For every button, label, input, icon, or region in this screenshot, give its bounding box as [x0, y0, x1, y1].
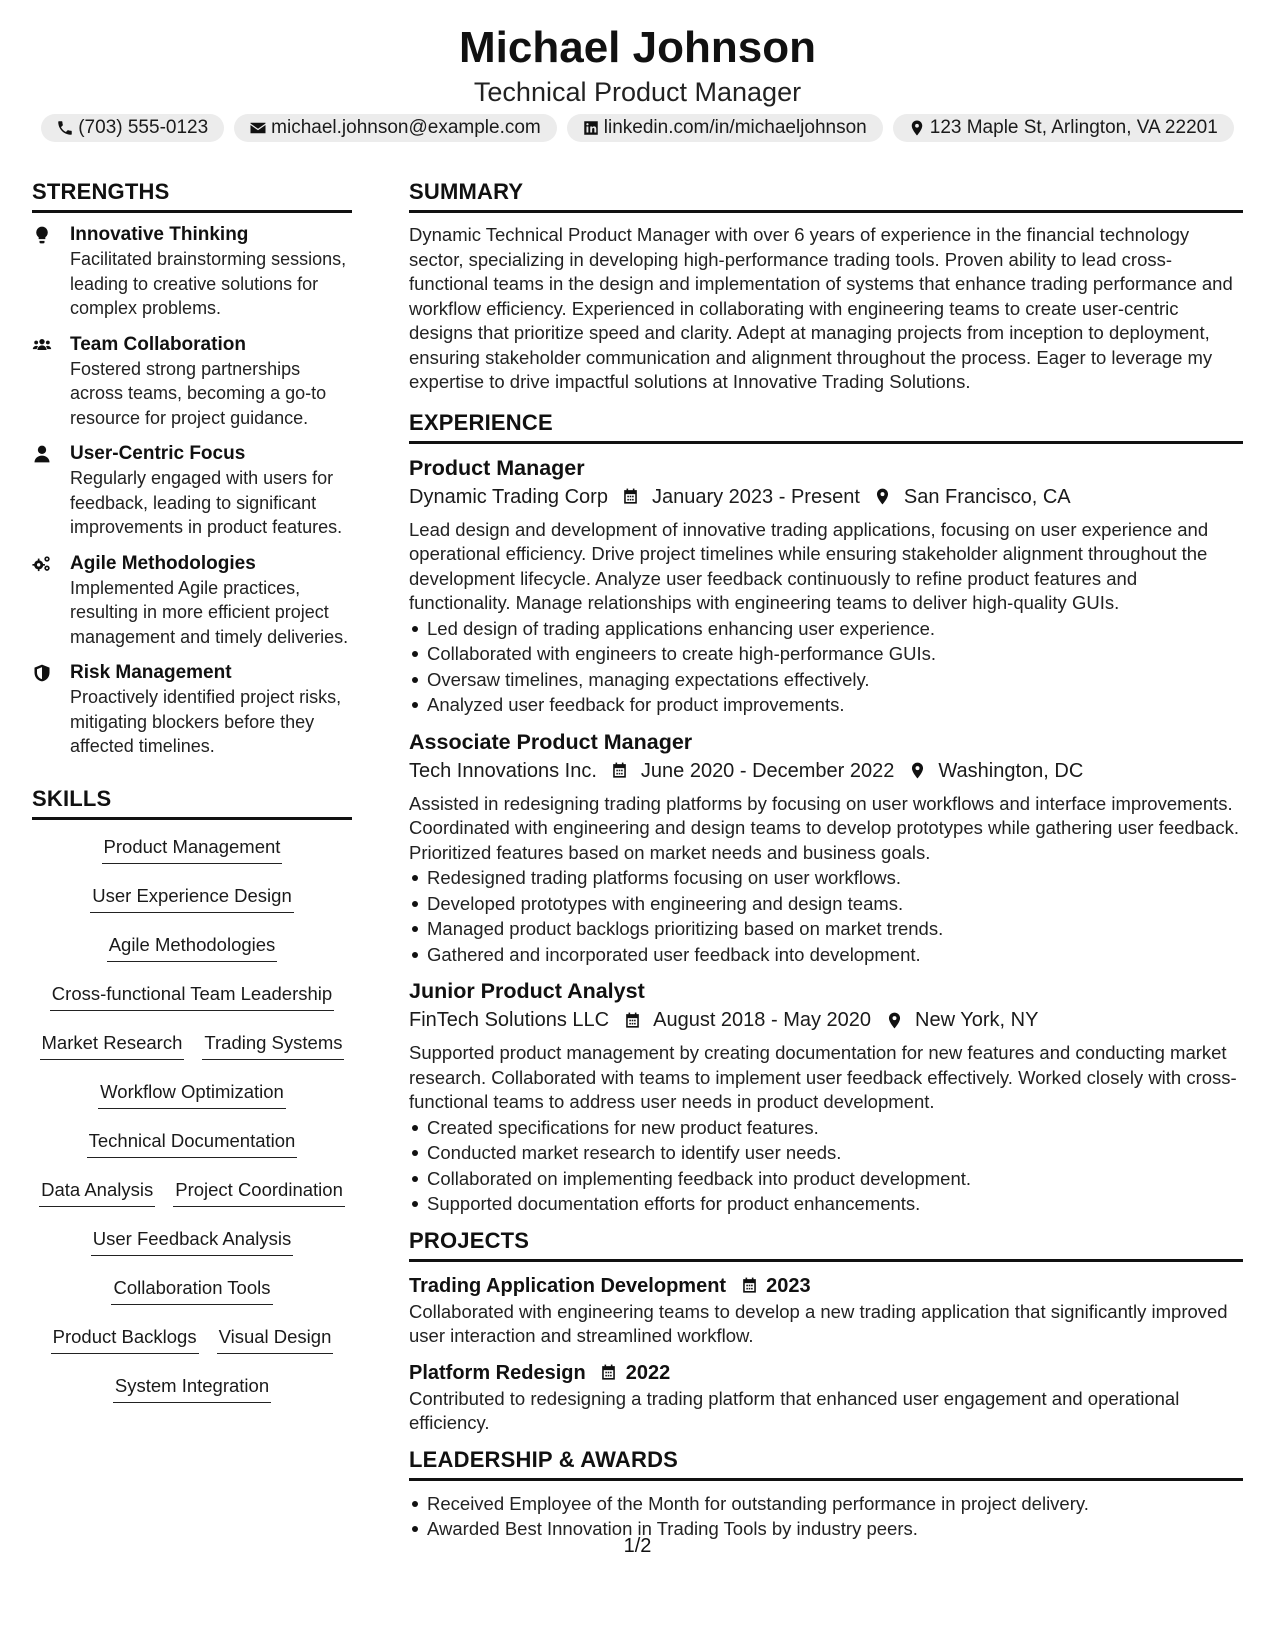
job-bullet: Collaborated on implementing feedback into product development.: [409, 1166, 1243, 1192]
skill-row: [32, 879, 352, 928]
job-bullets: [409, 1115, 1243, 1217]
skill-row: [32, 1026, 352, 1075]
resume-header: [0, 22, 1275, 108]
phone-icon: [55, 118, 75, 138]
skill-tag: Technical Documentation: [87, 1128, 298, 1158]
job-description: Supported product management by creating documentation for new features and conducting market research. Collaborated with teams to implement user feedback effectively. Worked closely with cross-functional teams to address user needs in product development.: [409, 1042, 1237, 1112]
strength-title: Innovative Thinking: [70, 224, 249, 245]
job-role: Junior Product Analyst: [409, 979, 645, 1003]
experience-heading: EXPERIENCE: [409, 409, 1243, 444]
skill-tag: User Feedback Analysis: [91, 1226, 293, 1256]
project-header: [409, 1359, 1243, 1387]
contact-phone-text: (703) 555-0123: [78, 117, 209, 138]
job-company: Tech Innovations Inc.: [409, 759, 597, 782]
project-name: Trading Application Development: [409, 1274, 727, 1297]
skill-tag: Agile Methodologies: [107, 932, 278, 962]
job-company: Dynamic Trading Corp: [409, 485, 608, 508]
skill-tag: System Integration: [113, 1373, 271, 1403]
job-bullet: Conducted market research to identify user needs.: [409, 1140, 1243, 1166]
map-marker-icon: [906, 760, 928, 782]
contact-linkedin-text: linkedin.com/in/michaeljohnson: [603, 117, 867, 138]
job-description: Lead design and development of innovative trading applications, focusing on user experience and operational efficiency. Drive project timelines while ensuring stakeholder alignment throughout the development lifecycle. Analyze user feedback continuously to refine product features and functionality. Manage relationships with engineering teams to deliver high-quality GUIs.: [409, 518, 1209, 613]
project-name: Platform Redesign: [409, 1361, 586, 1384]
job-bullet: Oversaw timelines, managing expectations effectively.: [409, 667, 1243, 693]
job-dates: August 2018 - May 2020: [653, 1009, 872, 1031]
page-number: 1/2: [623, 1535, 652, 1557]
strength-description: Proactively identified project risks, mitigating blockers before they affected timelines.: [70, 687, 342, 756]
contact-phone[interactable]: [41, 114, 224, 142]
lightbulb-icon: [32, 223, 58, 321]
skill-row: [32, 830, 352, 879]
job-role: Associate Product Manager: [409, 729, 693, 754]
skill-tag: Data Analysis: [39, 1177, 155, 1207]
strength-item: [32, 333, 352, 431]
project-year: 2022: [625, 1361, 671, 1384]
candidate-name: Michael Johnson: [459, 23, 816, 72]
strength-description: Facilitated brainstorming sessions, leading to creative solutions for complex problems.: [70, 249, 347, 318]
strength-description: Implemented Agile practices, resulting in more efficient project management and timely deliveries.: [70, 577, 349, 647]
skill-row: [32, 1222, 352, 1271]
skill-tag: Market Research: [40, 1030, 185, 1060]
skill-tag: Visual Design: [217, 1324, 334, 1354]
calendar-icon: [621, 1009, 643, 1031]
job-location: San Francisco, CA: [903, 485, 1071, 508]
projects-heading: PROJECTS: [409, 1227, 1243, 1262]
calendar-icon: [738, 1275, 760, 1297]
contact-email[interactable]: [234, 114, 557, 142]
candidate-title: Technical Product Manager: [473, 77, 802, 107]
job-bullet: Developed prototypes with engineering and design teams.: [409, 891, 1243, 917]
job-bullets: [409, 616, 1243, 718]
skill-row: [32, 977, 352, 1026]
job-company: FinTech Solutions LLC: [409, 1009, 610, 1031]
skill-row: [32, 1320, 352, 1369]
contact-address-text: 123 Maple St, Arlington, VA 22201: [929, 117, 1218, 138]
job-bullet: Analyzed user feedback for product improvements.: [409, 692, 1243, 718]
summary-heading: SUMMARY: [409, 178, 1243, 213]
job-bullet: Supported documentation efforts for product enhancements.: [409, 1191, 1243, 1217]
job-bullet: Led design of trading applications enhancing user experience.: [409, 616, 1243, 642]
contact-email-text: michael.johnson@example.com: [271, 117, 541, 138]
job-dates: January 2023 - Present: [651, 485, 860, 508]
award-item: Received Employee of the Month for outstanding performance in project delivery.: [409, 1491, 1243, 1517]
users-icon: [32, 333, 58, 431]
calendar-icon: [620, 486, 642, 508]
strength-description: Fostered strong partnerships across teams, becoming a go-to resource for project guidance.: [70, 358, 327, 428]
envelope-icon: [248, 118, 268, 138]
job-entry: [409, 454, 1243, 718]
skill-row: [32, 1271, 352, 1320]
skill-tag: Product Management: [102, 834, 283, 864]
skill-row: [32, 928, 352, 977]
strength-description: Regularly engaged with users for feedback, leading to significant improvements in product features.: [70, 468, 343, 537]
right-column: [409, 178, 1243, 1542]
strength-item: [32, 552, 352, 650]
skill-tag: Trading Systems: [202, 1030, 344, 1060]
job-location: New York, NY: [915, 1009, 1039, 1031]
project-entry: [409, 1359, 1243, 1436]
user-icon: [32, 442, 58, 540]
award-item: Awarded Best Innovation in Trading Tools by industry peers.: [409, 1516, 1243, 1542]
skills-section: [32, 785, 352, 1418]
summary-text: Dynamic Technical Product Manager with over 6 years of experience in the financial technology sector, specializing in developing high-performance trading tools. Proven ability to lead cross-functional teams in the design and implementation of systems that enhance trading performance and workflow efficiency. Experienced in collaborating with engineering teams to create user-centric designs that prioritize speed and clarity. Adept at managing projects from inception to deployment, ensuring stakeholder communication and alignment throughout the process. Eager to leverage my expertise to drive impactful solutions at Innovative Trading Solutions.: [409, 224, 1233, 392]
shield-icon: [32, 661, 58, 759]
map-marker-icon: [872, 486, 894, 508]
skill-tag: User Experience Design: [90, 883, 293, 913]
project-year: 2023: [766, 1274, 811, 1297]
strengths-heading: STRENGTHS: [32, 178, 352, 213]
strength-item: [32, 661, 352, 759]
job-location: Washington, DC: [938, 759, 1084, 782]
job-description: Assisted in redesigning trading platforms by focusing on user workflows and interface improvements. Coordinated with engineering and design teams to develop prototypes while gathering user feedback. Prioritized features based on market needs and business goals.: [409, 792, 1239, 863]
strength-title: Team Collaboration: [70, 333, 246, 355]
job-bullet: Managed product backlogs prioritizing based on market trends.: [409, 916, 1243, 942]
skill-row: [32, 1369, 352, 1418]
project-header: [409, 1272, 1243, 1300]
job-dates: June 2020 - December 2022: [640, 759, 895, 782]
linkedin-icon: [581, 118, 601, 138]
job-meta: [409, 482, 1243, 512]
skills-heading: SKILLS: [32, 785, 352, 820]
awards-list: [409, 1491, 1243, 1542]
strength-title: Agile Methodologies: [70, 552, 256, 574]
job-bullet: Collaborated with engineers to create high-performance GUIs.: [409, 641, 1243, 667]
strength-title: User-Centric Focus: [70, 443, 246, 464]
job-bullet: Redesigned trading platforms focusing on user workflows.: [409, 865, 1243, 891]
map-marker-icon: [907, 118, 927, 138]
project-description: Contributed to redesigning a trading platform that enhanced user engagement and operational efficiency.: [409, 1387, 1180, 1433]
map-marker-icon: [883, 1009, 905, 1031]
job-bullets: [409, 865, 1243, 967]
job-entry: [409, 977, 1243, 1217]
contact-address: [893, 114, 1234, 142]
job-bullet: Gathered and incorporated user feedback into development.: [409, 942, 1243, 968]
project-description: Collaborated with engineering teams to develop a new trading application that significantly improved user interaction and streamlined workflow.: [409, 1300, 1228, 1346]
skill-tag: Project Coordination: [173, 1177, 345, 1207]
skill-row: [32, 1075, 352, 1124]
contact-bar: [0, 114, 1275, 142]
skill-row: [32, 1124, 352, 1173]
skill-tag: Product Backlogs: [51, 1324, 199, 1354]
strength-title: Risk Management: [70, 662, 232, 683]
contact-linkedin[interactable]: [567, 114, 883, 142]
project-entry: [409, 1272, 1243, 1349]
calendar-icon: [609, 760, 631, 782]
job-bullet: Created specifications for new product features.: [409, 1115, 1243, 1141]
skill-tag: Cross-functional Team Leadership: [50, 981, 334, 1011]
job-meta: [409, 756, 1243, 786]
left-column: [32, 178, 352, 1418]
calendar-icon: [598, 1362, 620, 1384]
skill-tag: Collaboration Tools: [111, 1275, 272, 1305]
job-meta: [409, 1005, 1243, 1035]
strength-item: [32, 223, 352, 321]
skill-row: [32, 1173, 352, 1222]
job-role: Product Manager: [409, 455, 585, 480]
strength-item: [32, 442, 352, 540]
skill-tag: Workflow Optimization: [98, 1079, 286, 1109]
cogs-icon: [32, 552, 58, 650]
job-entry: [409, 728, 1243, 968]
awards-heading: LEADERSHIP & AWARDS: [409, 1446, 1243, 1481]
